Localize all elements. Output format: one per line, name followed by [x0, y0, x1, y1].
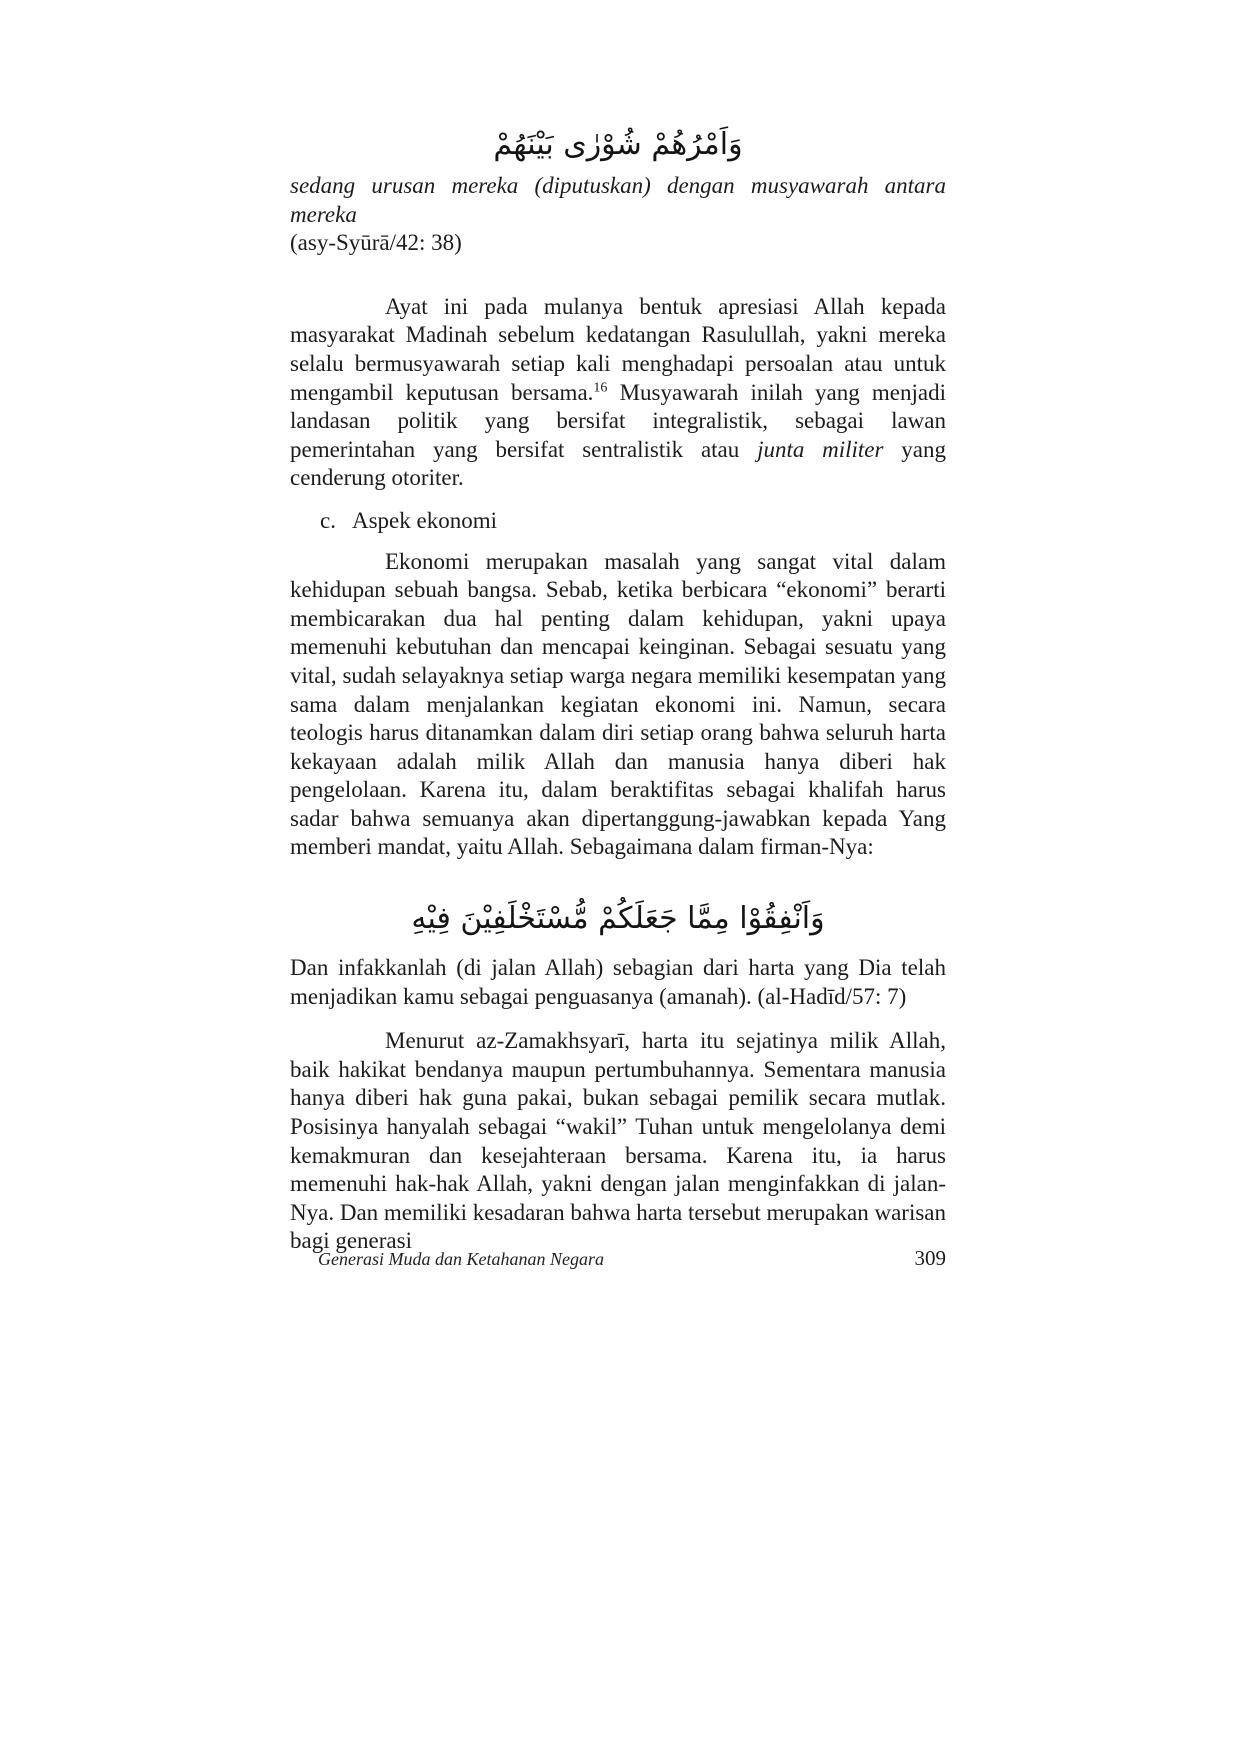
body-paragraph-2: Ekonomi merupakan masalah yang sangat vital dalam kehidupan sebuah bangsa. Sebab, ketika berbicara “ekonomi” berarti membicarakan dua hal penting dalam kehidupan, yakni upaya memenuhi kebutuhan dan mencapai keinginan. Sebagai sesuatu yang vital, sudah selayaknya setiap warga negara memiliki kesempatan yang sama dalam menjalankan kegiatan ekonomi ini. Namun, secara teologis harus ditanamkan dalam diri setiap orang bahwa seluruh harta kekayaan adalah milik Allah dan manusia hanya diberi hak pengelolaan. Karena itu, dalam beraktifitas sebagai khalifah harus sadar bahwa semuanya akan dipertanggung-jawabkan kepada Yang memberi mandat, yaitu Allah. Sebagaimana dalam firman-Nya: [290, 548, 946, 860]
verse-reference-1: (asy-Syūrā/42: 38) [290, 230, 462, 256]
quran-verse-arabic-1: وَاَمْرُهُمْ شُوْرٰى بَيْنَهُمْ [493, 127, 743, 162]
section-heading [290, 507, 946, 536]
paragraph-1-part-1: Ayat ini pada mulanya bentuk apresiasi Allah kepada masyarakat Madinah sebelum kedatangan Rasulullah, yakni mereka selalu bermusyawarah setiap kali menghadapi persoalan atau untuk mengambil keputusan bersama. [290, 293, 946, 405]
verse-translation-2 [290, 954, 946, 1011]
quran-verse-arabic-2: وَاَنْفِقُوْا مِمَّا جَعَلَكُمْ مُّسْتَخْلَفِيْنَ فِيْهِ [411, 901, 825, 937]
paragraph-1-part-3: yang cenderung otoriter. [290, 436, 946, 491]
verse-translation-2-text: Dan infakkanlah (di jalan Allah) sebagian dari harta yang Dia telah menjadikan kamu sebagai penguasanya (amanah). [290, 955, 946, 1009]
body-paragraph-1 [290, 293, 946, 493]
text-block [290, 118, 946, 1256]
page-number: 309 [914, 1246, 946, 1270]
verse-translation-1-text: sedang urusan mereka (diputuskan) dengan musyawarah antara mereka [290, 173, 946, 227]
page-footer [290, 1246, 946, 1271]
verse-reference-2: (al-Hadīd/57: 7) [751, 983, 907, 1009]
section-heading-label: c. [320, 507, 336, 533]
verse-translation-1 [290, 172, 946, 258]
paragraph-1-emphasis: junta militer [757, 436, 884, 462]
body-paragraph-3: Menurut az-Zamakhsyarī, harta itu sejatinya milik Allah, baik hakikat bendanya maupun pertumbuhannya. Sementara manusia hanya diberi hak guna pakai, bukan sebagai pemilik secara mutlak. Posisinya hanyalah sebagai “wakil” Tuhan untuk mengelolanya demi kemakmuran dan kesejahteraan bersama. Karena itu, ia harus memenuhi hak-hak Allah, yakni dengan jalan menginfakkan di jalan-Nya. Dan memiliki kesadaran bahwa harta tersebut merupakan warisan bagi generasi [290, 1028, 946, 1254]
footnote-reference: 16 [593, 379, 608, 395]
paragraph-1-part-2: Musyawarah inilah yang menjadi landasan politik yang bersifat integralistik, sebagai lawan pemerintahan yang bersifat sentralistik atau [290, 379, 946, 462]
section-heading-title: Aspek ekonomi [352, 507, 498, 533]
running-title: Generasi Muda dan Ketahanan Negara [318, 1249, 604, 1269]
